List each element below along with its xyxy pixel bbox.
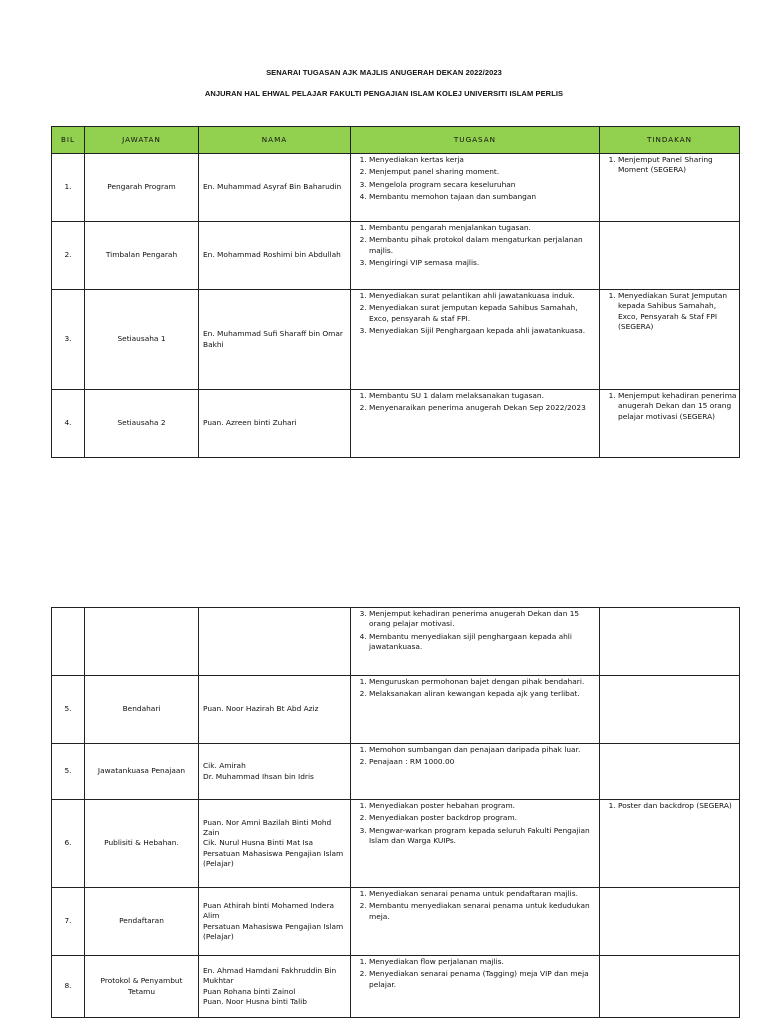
document-title: SENARAI TUGASAN AJK MAJLIS ANUGERAH DEKAN 2022/2023 [266, 68, 502, 77]
header-tindakan: TINDAKAN [600, 127, 740, 154]
list-item: 2. Menjemput panel sharing moment. [369, 166, 599, 178]
row-tindakan [600, 390, 740, 458]
table-row [52, 744, 740, 800]
list-item: 3. Mengelola program secara keseluruhan [369, 179, 599, 191]
row-tindakan [600, 744, 740, 800]
list-item: 3. Menjemput kehadiran penerima anugerah Dekan dan 15 orang pelajar motivasi. [369, 608, 599, 631]
row-tindakan [600, 956, 740, 1018]
list-item: 1. Menguruskan permohonan bajet dengan pihak bendahari. [369, 676, 599, 688]
list-item: 2. Membantu menyediakan senarai penama untuk kedudukan meja. [369, 900, 599, 923]
row-bil: 6. [52, 800, 85, 888]
row-bil: 5. [52, 676, 85, 744]
row-tindakan [600, 154, 740, 222]
duty-table-page-2 [51, 607, 740, 1018]
list-item: 1. Memohon sumbangan dan penajaan daripada pihak luar. [369, 744, 599, 756]
row-tindakan [600, 676, 740, 744]
row-tugasan [351, 222, 600, 290]
table-row [52, 390, 740, 458]
row-nama: En. Muhammad Sufi Sharaff bin Omar Bakhi [199, 290, 351, 390]
table-row [52, 154, 740, 222]
list-item: 2. Menyediakan surat jemputan kepada Sahibus Samahah, Exco, pensyarah & staf FPI. [369, 302, 599, 325]
row-tugasan [351, 744, 600, 800]
row-nama: Puan. Noor Hazirah Bt Abd Aziz [199, 676, 351, 744]
table-row [52, 800, 740, 888]
table-row [52, 290, 740, 390]
row-jawatan: Pendaftaran [85, 888, 199, 956]
list-item: 3. Menyediakan Sijil Penghargaan kepada ahli jawatankuasa. [369, 325, 599, 337]
row-jawatan: Publisiti & Hebahan. [85, 800, 199, 888]
list-item: 2. Melaksanakan aliran kewangan kepada ajk yang terlibat. [369, 688, 599, 700]
row-bil: 1. [52, 154, 85, 222]
list-item: 1. Poster dan backdrop (SEGERA) [618, 800, 739, 812]
list-item: 3. Mengwar-warkan program kepada seluruh Fakulti Pengajian Islam dan Warga KUIPs. [369, 825, 599, 848]
row-jawatan: Setiausaha 1 [85, 290, 199, 390]
row-nama: Puan. Azreen binti Zuhari [199, 390, 351, 458]
list-item: 1. Menyediakan kertas kerja [369, 154, 599, 166]
row-tugasan [351, 676, 600, 744]
list-item: 2. Menyediakan senarai penama (Tagging) meja VIP dan meja pelajar. [369, 968, 599, 991]
row-nama: En. Mohammad Roshimi bin Abdullah [199, 222, 351, 290]
header-jawatan: JAWATAN [85, 127, 199, 154]
row-nama: Puan Athirah binti Mohamed Indera Alim Persatuan Mahasiswa Pengajian Islam (Pelajar) [199, 888, 351, 956]
row-bil: 2. [52, 222, 85, 290]
row-bil: 3. [52, 290, 85, 390]
row-tugasan [351, 956, 600, 1018]
row-tugasan [351, 608, 600, 676]
list-item: 2. Menyenaraikan penerima anugerah Dekan Sep 2022/2023 [369, 402, 599, 414]
row-tugasan [351, 390, 600, 458]
list-item: 1. Menyediakan surat pelantikan ahli jawatankuasa induk. [369, 290, 599, 302]
row-jawatan: Jawatankuasa Penajaan [85, 744, 199, 800]
list-item: 1. Menjemput kehadiran penerima anugerah Dekan dan 15 orang pelajar motivasi (SEGERA) [618, 390, 739, 423]
list-item: 1. Menyediakan flow perjalanan majlis. [369, 956, 599, 968]
row-bil: 5. [52, 744, 85, 800]
row-tindakan [600, 800, 740, 888]
list-item: 1. Membantu SU 1 dalam melaksanakan tugasan. [369, 390, 599, 402]
list-item: 3. Mengiringi VIP semasa majlis. [369, 257, 599, 269]
table-header-row [52, 127, 740, 154]
row-jawatan: Protokol & Penyambut Tetamu [85, 956, 199, 1018]
row-tindakan [600, 222, 740, 290]
list-item: 1. Menyediakan senarai penama untuk pendaftaran majlis. [369, 888, 599, 900]
row-bil: 7. [52, 888, 85, 956]
list-item: 2. Menyediakan poster backdrop program. [369, 812, 599, 824]
table-row [52, 956, 740, 1018]
row-tugasan [351, 888, 600, 956]
table-row [52, 222, 740, 290]
list-item: 1. Menyediakan Surat Jemputan kepada Sahibus Samahah, Exco, Pensyarah & Staf FPI (SEGERA) [618, 290, 739, 333]
row-tugasan [351, 154, 600, 222]
list-item: 4. Membantu menyediakan sijil penghargaan kepada ahli jawatankuasa. [369, 631, 599, 654]
row-tugasan [351, 290, 600, 390]
row-tindakan [600, 888, 740, 956]
list-item: 2. Membantu pihak protokol dalam mengaturkan perjalanan majlis. [369, 234, 599, 257]
table-row [52, 676, 740, 744]
list-item: 2. Penajaan : RM 1000.00 [369, 756, 599, 768]
document-subtitle: ANJURAN HAL EHWAL PELAJAR FAKULTI PENGAJIAN ISLAM KOLEJ UNIVERSITI ISLAM PERLIS [204, 89, 564, 98]
row-bil: 8. [52, 956, 85, 1018]
row-tugasan [351, 800, 600, 888]
row-jawatan: Setiausaha 2 [85, 390, 199, 458]
list-item: 1. Menjemput Panel Sharing Moment (SEGERA) [618, 154, 739, 177]
row-nama: En. Muhammad Asyraf Bin Baharudin [199, 154, 351, 222]
list-item: 1. Menyediakan poster hebahan program. [369, 800, 599, 812]
row-jawatan: Bendahari [85, 676, 199, 744]
table-row [52, 888, 740, 956]
row-tindakan [600, 290, 740, 390]
row-nama: Puan. Nor Amni Bazilah Binti Mohd Zain Cik. Nurul Husna Binti Mat Isa Persatuan Mahasiswa Pengajian Islam (Pelajar) [199, 800, 351, 888]
list-item: 4. Membantu memohon tajaan dan sumbangan [369, 191, 599, 203]
header-tugasan: TUGASAN [351, 127, 600, 154]
header-bil: BIL [52, 127, 85, 154]
duty-table-page-1 [51, 126, 740, 458]
header-nama: NAMA [199, 127, 351, 154]
row-nama: En. Ahmad Hamdani Fakhruddin Bin Mukhtar Puan Rohana binti Zainol Puan. Noor Husna binti Talib [199, 956, 351, 1018]
table-row-continuation [52, 608, 740, 676]
list-item: 1. Membantu pengarah menjalankan tugasan. [369, 222, 599, 234]
row-nama: Cik. Amirah Dr. Muhammad Ihsan bin Idris [199, 744, 351, 800]
row-jawatan: Timbalan Pengarah [85, 222, 199, 290]
row-jawatan: Pengarah Program [85, 154, 199, 222]
row-bil: 4. [52, 390, 85, 458]
